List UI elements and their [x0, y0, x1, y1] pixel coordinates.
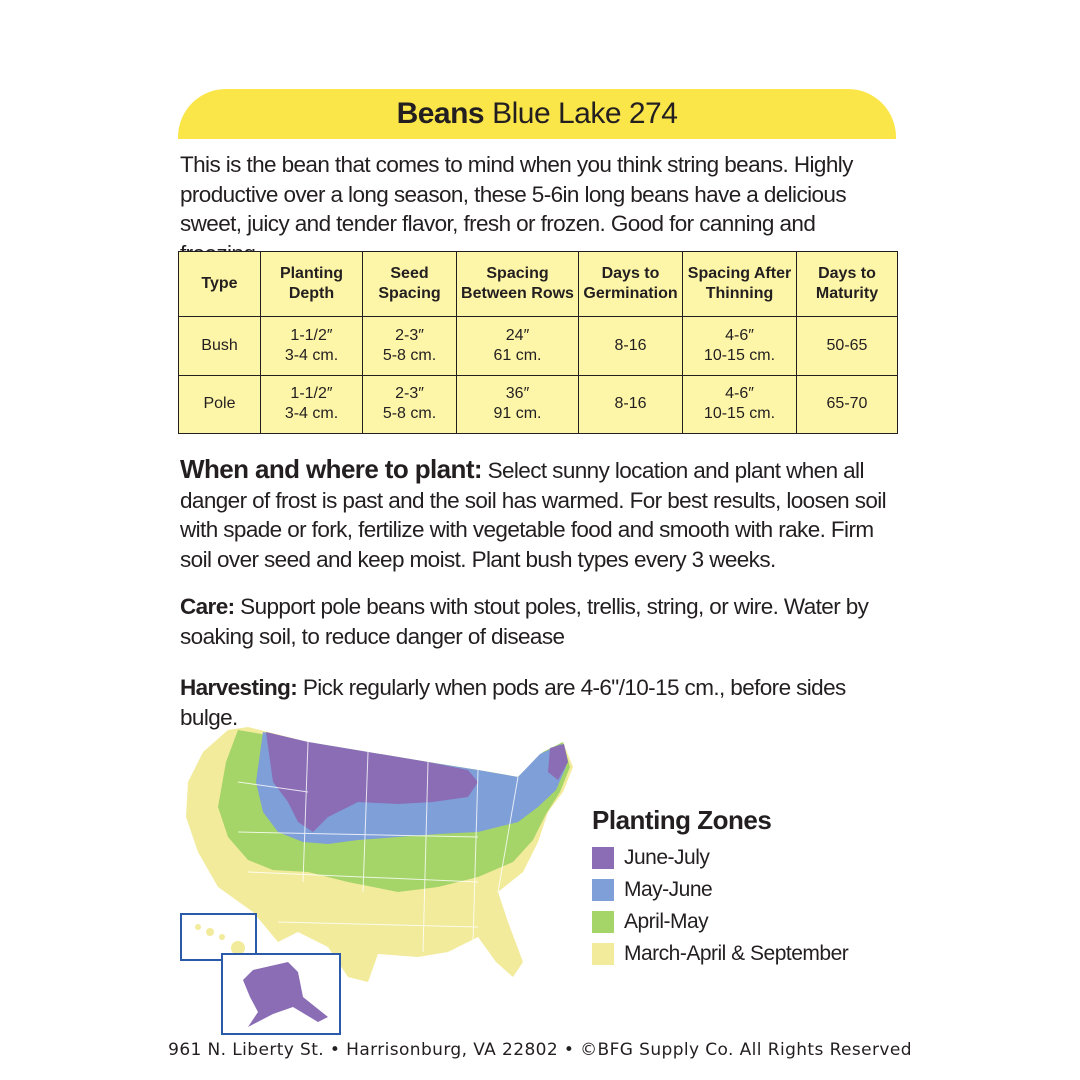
cell-line: 50-65: [826, 336, 868, 354]
footer-address: 961 N. Liberty St. • Harrisonburg, VA 22802 • ©BFG Supply Co. All Rights Reserved: [168, 1040, 912, 1060]
cell-line: 1-1/2″: [290, 385, 333, 403]
table-cell: [683, 375, 797, 434]
cell-line: 2-3″: [395, 385, 424, 403]
header-line: Days to: [818, 265, 876, 282]
cell-line: 91 cm.: [493, 405, 542, 423]
table-header-cell: [179, 252, 261, 317]
legend-swatch: [592, 847, 614, 869]
cell-line: Pole: [203, 395, 236, 413]
table-cell: [683, 317, 797, 376]
table-cell: [261, 317, 363, 376]
legend-swatch: [592, 943, 614, 965]
legend-title: Planting Zones: [592, 805, 772, 835]
cell-line: 65-70: [826, 395, 868, 413]
cell-line: 5-8 cm.: [382, 405, 437, 423]
table-header-row: [179, 252, 898, 317]
intro-text: This is the bean that comes to mind when you think string beans. Highly productive over a long season, these 5-6in long beans have a delicious sweet, juicy and tender flavor, fresh or frozen. Good for canning and: [180, 152, 853, 236]
table-header-cell: [683, 252, 797, 317]
table-cell: [457, 375, 579, 434]
table-header-cell: [579, 252, 683, 317]
harvesting-text: Pick regularly when pods are 4-6"/10-15 cm., before sides bulge.: [180, 675, 846, 730]
header-line: Days to: [601, 265, 660, 282]
when-where-text: Select sunny location and plant when all danger of frost is past and the soil has warmed. For best results, loosen soil with spade or fork, fertilize with vegetable food and smooth with rake. Firm soil over seed and keep moist. Plant bush types every 3 weeks.: [180, 458, 887, 572]
legend-label: March-April & September: [624, 942, 849, 965]
legend-item: [592, 906, 848, 938]
table-cell: [797, 375, 898, 434]
when-where-heading: When and where to plant:: [180, 454, 482, 484]
cell-line: 10-15 cm.: [703, 405, 776, 423]
table-cell: [579, 375, 683, 434]
cell-line: 8-16: [614, 395, 647, 413]
title-variety: Blue Lake 274: [492, 97, 678, 130]
header-line: Between Rows: [461, 285, 574, 302]
header-line: Spacing: [486, 265, 549, 282]
legend-label: May-June: [624, 878, 713, 901]
when-where-paragraph: [180, 455, 896, 574]
legend-swatch: [592, 879, 614, 901]
cell-line: 61 cm.: [493, 346, 542, 364]
legend-item: [592, 938, 848, 970]
legend-swatch: [592, 911, 614, 933]
header-line: Depth: [288, 285, 335, 302]
header-line: Thinning: [705, 285, 774, 302]
care-heading: Care:: [180, 594, 235, 619]
header-line: Spacing After: [687, 265, 792, 282]
legend-label: April-May: [624, 910, 709, 933]
table-header-cell: [797, 252, 898, 317]
table-cell: [363, 375, 457, 434]
table-cell: [579, 317, 683, 376]
title-banner: [178, 89, 896, 139]
care-paragraph: [180, 592, 896, 651]
cell-line: 4-6″: [725, 385, 754, 403]
cell-line: 2-3″: [395, 326, 424, 344]
header-line: Germination: [583, 285, 678, 302]
legend-item: [592, 874, 848, 906]
planting-zones-legend: [592, 805, 848, 970]
table-cell: [261, 375, 363, 434]
table-row: [179, 375, 898, 434]
cell-line: 5-8 cm.: [382, 346, 437, 364]
cell-line: 1-1/2″: [290, 326, 333, 344]
planting-zones-map: [178, 722, 598, 1038]
table-cell: [179, 375, 261, 434]
table-cell: [797, 317, 898, 376]
table-cell: [363, 317, 457, 376]
header-line: Seed: [390, 265, 429, 282]
care-text: Support pole beans with stout poles, trellis, string, or wire. Water by soaking soil, to reduce danger of disease: [180, 594, 869, 649]
cell-line: 24″: [505, 326, 530, 344]
table-row: [179, 317, 898, 376]
harvesting-heading: Harvesting:: [180, 675, 298, 700]
planting-table: [178, 251, 898, 434]
header-line: Type: [201, 275, 238, 292]
cell-line: 8-16: [614, 336, 647, 354]
title-bold: Beans: [396, 97, 485, 130]
header-line: Maturity: [815, 285, 879, 302]
legend-item: [592, 842, 848, 874]
table-header-cell: [261, 252, 363, 317]
cell-line: 3-4 cm.: [284, 405, 339, 423]
table-cell: [179, 317, 261, 376]
table-header-cell: [363, 252, 457, 317]
cell-line: 3-4 cm.: [284, 346, 339, 364]
header-line: Planting: [279, 265, 344, 282]
table-cell: [457, 317, 579, 376]
legend-label: June-July: [624, 846, 710, 869]
cell-line: Bush: [201, 336, 238, 354]
cell-line: 4-6″: [725, 326, 754, 344]
cell-line: 36″: [505, 385, 530, 403]
header-line: Spacing: [378, 285, 441, 302]
cell-line: 10-15 cm.: [703, 346, 776, 364]
table-header-cell: [457, 252, 579, 317]
